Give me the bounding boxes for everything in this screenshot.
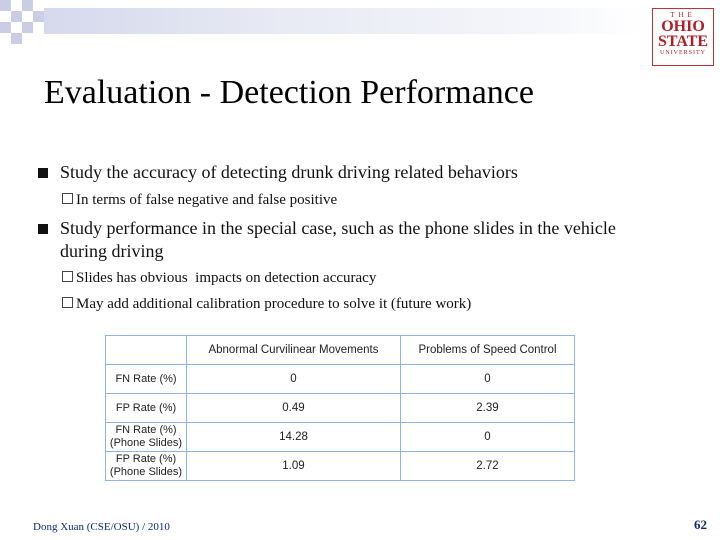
sub-bullet-text: Slides has obvious impacts on detection accuracy <box>76 270 377 286</box>
logo-state: STATE <box>657 33 709 50</box>
header-slide-number: 62 <box>607 6 619 20</box>
row-label: FN Rate (%) (Phone Slides) <box>106 423 187 452</box>
table-row <box>106 365 575 394</box>
slide-title: Evaluation - Detection Performance <box>44 74 534 111</box>
table-cell: 2.72 <box>400 452 574 481</box>
table-cell: 0 <box>187 365 401 394</box>
header-gradient <box>44 8 644 34</box>
column-header-speed-control: Problems of Speed Control <box>400 336 574 365</box>
bullet-square-icon <box>38 168 48 178</box>
sub-bullet-1-1 <box>62 191 337 209</box>
ohio-state-logo <box>652 8 714 66</box>
logo-ohio: OHIO <box>661 18 705 35</box>
table-cell: 0.49 <box>187 394 401 423</box>
detection-performance-table <box>105 335 575 481</box>
table-cell: 0 <box>400 365 574 394</box>
table-header-row <box>106 336 575 365</box>
checkbox-bullet-icon <box>62 271 73 282</box>
row-label: FP Rate (%) (Phone Slides) <box>106 452 187 481</box>
bullet-2-text-line2: during driving <box>60 241 164 261</box>
footer-author: Dong Xuan (CSE/OSU) / 2010 <box>33 521 170 533</box>
sub-bullet-text: May add additional calibration procedure to solve it (future work) <box>76 296 472 312</box>
row-label: FP Rate (%) <box>106 394 187 423</box>
row-label: FN Rate (%) <box>106 365 187 394</box>
checkbox-bullet-icon <box>62 297 73 308</box>
column-header-curvilinear: Abnormal Curvilinear Movements <box>187 336 401 365</box>
table-row <box>106 452 575 481</box>
checkbox-bullet-icon <box>62 193 73 204</box>
sub-bullet-2-2 <box>62 295 471 313</box>
footer-page-number: 62 <box>694 517 707 532</box>
bullet-square-icon <box>38 224 48 234</box>
bullet-2-text-line1: Study performance in the special case, such as the phone slides in the vehicle <box>60 218 616 238</box>
logo-university: UNIVERSITY <box>660 50 706 56</box>
slide-header-bar <box>0 0 720 44</box>
table-row <box>106 423 575 452</box>
table-corner-cell <box>106 336 187 365</box>
sub-bullet-text: In terms of false negative and false positive <box>76 192 338 208</box>
table-cell: 0 <box>400 423 574 452</box>
table-row <box>106 394 575 423</box>
sub-bullet-2-1 <box>62 269 376 287</box>
table-cell: 2.39 <box>400 394 574 423</box>
table-cell: 1.09 <box>187 452 401 481</box>
bullet-1-text: Study the accuracy of detecting drunk driving related behaviors <box>60 162 518 182</box>
table-cell: 14.28 <box>187 423 401 452</box>
logo-the: THE <box>670 11 696 19</box>
